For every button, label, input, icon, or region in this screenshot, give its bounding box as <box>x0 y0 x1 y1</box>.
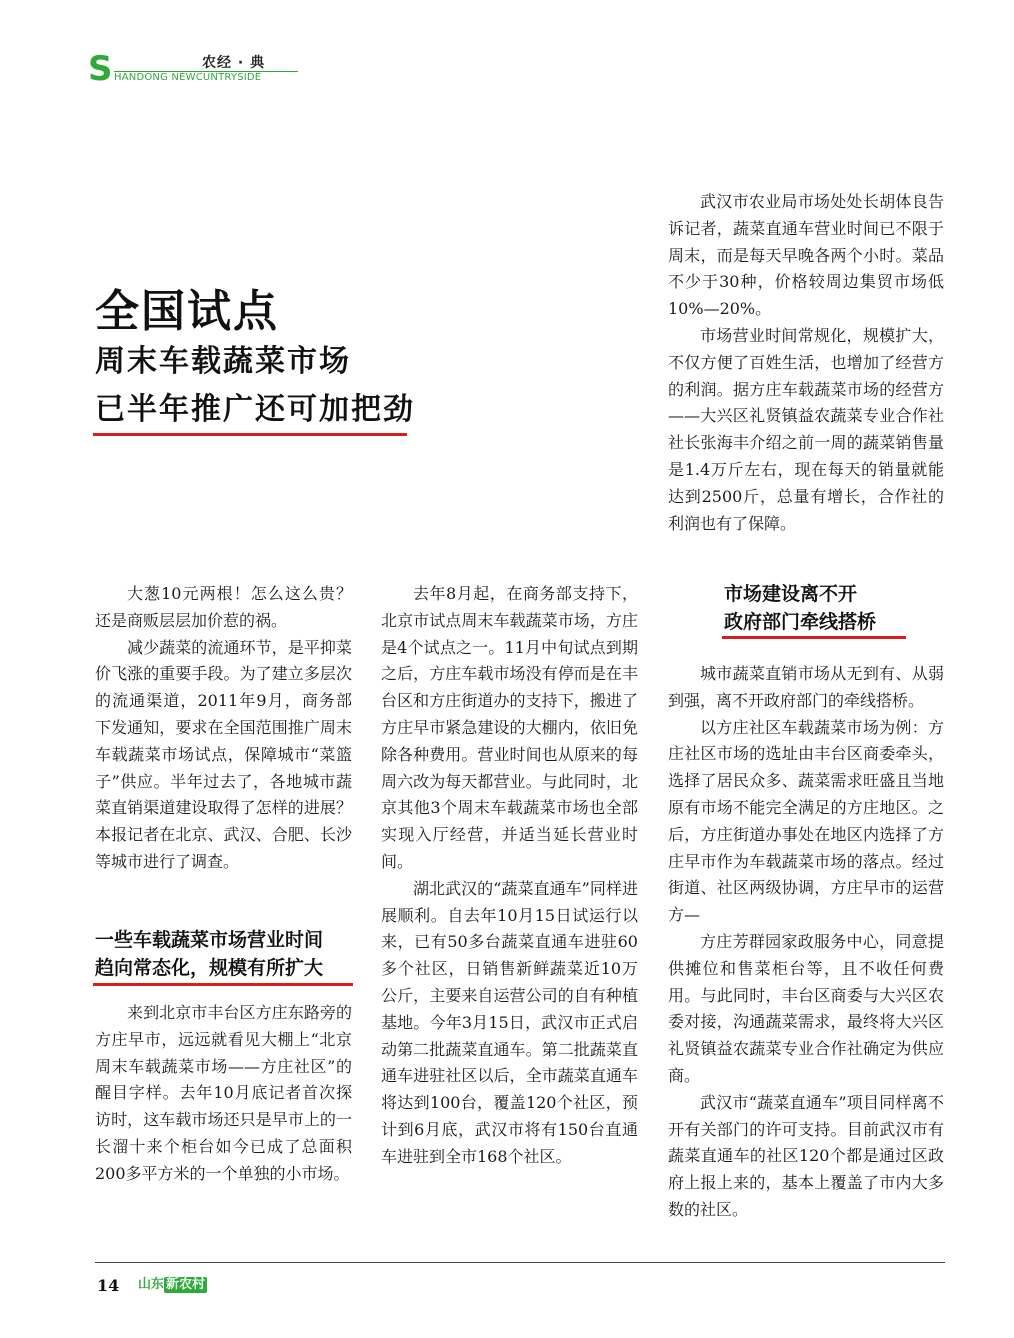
paragraph: 武汉市“蔬菜直通车”项目同样离不开有关部门的许可支持。目前武汉市有蔬菜直通车的社区120个都是通过区政府上报上来的，基本上覆盖了市内大多数的社区。 <box>668 1092 944 1219</box>
paragraph: 来到北京市丰台区方庄东路旁的方庄早市，远远就看见大棚上“北京周末车载蔬菜市场——方庄社区”的醒目字样。去年10月底记者首次探访时，这车载市场还只是早市上的一长溜十来个柜台如今已成了总面积200多平方米的一个单独的小市场。 <box>95 1003 352 1183</box>
logo-letter: S <box>88 49 113 89</box>
section-heading-line: 政府部门牵线搭桥 <box>724 611 877 633</box>
paragraph: 武汉市农业局市场处处长胡体良告诉记者，蔬菜直通车营业时间已不限于周末，而是每天早晚各两个小时。菜品不少于30种，价格较周边集贸市场低10%—20%。 <box>668 192 944 319</box>
paragraph: 湖北武汉的“蔬菜直通车”同样进展顺利。自去年10月15日试运行以来，已有50多台蔬菜直通车进驻60多个社区，日销售新鲜蔬菜近10万公斤，主要来自运营公司的自有种植基地。今年3月15日，武汉市正式启动第二批蔬菜直通车。第二批蔬菜直通车进驻社区以后，全市蔬菜直通车将达到100台，覆盖120个社区，预计到6月底，武汉市将有150台直通车进驻到全市168个社区。 <box>381 878 638 1166</box>
top-right-text <box>668 189 944 537</box>
footer-magazine-logo <box>138 1277 207 1293</box>
section-heading-line: 一些车载蔬菜市场营业时间 <box>95 929 324 951</box>
section-heading-1 <box>95 926 365 982</box>
footer-rule <box>95 1262 945 1263</box>
section-heading-line: 市场建设离不开 <box>724 583 858 605</box>
column-3 <box>668 661 944 1224</box>
paragraph: 方庄芳群园家政服务中心，同意提供摊位和售菜柜台等，且不收任何费用。与此同时，丰台区商委与大兴区农委对接，沟通蔬菜需求，最终将大兴区礼贤镇益农蔬菜专业合作社确定为供应商。 <box>668 931 944 1085</box>
paragraph: 减少蔬菜的流通环节，是平抑菜价飞涨的重要手段。为了建立多层次的流通渠道，2011年9月，商务部下发通知，要求在全国范围推广周末车载蔬菜市场试点，保障城市“菜篮子”供应。半年过去了，各地城市蔬菜直销渠道建设取得了怎样的进展？本报记者在北京、武汉、合肥、长沙等城市进行了调查。 <box>95 637 352 871</box>
paragraph: 市场营业时间常规化，规模扩大，不仅方便了百姓生活，也增加了经营方的利润。据方庄车载蔬菜市场的经营方——大兴区礼贤镇益农蔬菜专业合作社社长张海丰介绍之前一周的蔬菜销售量是1.4万斤左右，现在每天的销量就能达到2500斤，总量有增长，合作社的利润也有了保障。 <box>668 325 944 533</box>
paragraph: 去年8月起，在商务部支持下，北京市试点周末车载蔬菜市场，方庄是4个试点之一。11月中旬试点到期之后，方庄车载市场没有停而是在丰台区和方庄街道办的支持下，搬进了方庄早市紧急建设的大棚内，依旧免除各种费用。营业时间也从原来的每周六改为每天都营业。与此同时，北京其他3个周末车载蔬菜市场也全部实现入厅经营，并适当延长营业时间。 <box>381 584 638 871</box>
paragraph: 城市蔬菜直销市场从无到有、从弱到强，离不开政府部门的牵线搭桥。 <box>668 664 944 710</box>
article-subtitle-line2: 已半年推广还可加把劲 <box>95 392 415 427</box>
section-heading-underline <box>93 983 353 986</box>
paragraph: 以方庄社区车载蔬菜市场为例：方庄社区市场的选址由丰台区商委牵头，选择了居民众多、蔬菜需求旺盛且当地原有市场不能完全满足的方庄地区。之后，方庄街道办事处在地区内选择了方庄早市作为车载蔬菜市场的落点。经过街道、社区两级协调，方庄早市的运营方— <box>668 717 944 925</box>
column-2 <box>381 581 638 1171</box>
section-heading-line: 趋向常态化，规模有所扩大 <box>95 957 324 979</box>
section-heading-2 <box>724 580 924 636</box>
logo-text <box>114 52 294 86</box>
paragraph: 大葱10元两根！怎么这么贵？还是商贩层层加价惹的祸。 <box>95 584 352 630</box>
column-category: 农经 · 典 <box>202 55 266 71</box>
column-1-intro <box>95 581 352 876</box>
magazine-logo <box>88 49 288 89</box>
footer-brand-b: 新农村 <box>166 1277 206 1292</box>
column-1-body <box>95 1000 352 1188</box>
article-subtitle-line1: 周末车载蔬菜市场 <box>95 344 351 379</box>
title-underline <box>93 433 407 436</box>
logo-english: HANDONG NEWCUNTRYSIDE <box>114 72 262 83</box>
article-title: 全国试点 <box>95 286 279 337</box>
page-number: 14 <box>97 1276 120 1295</box>
section-heading-underline <box>722 636 906 639</box>
footer-brand-a: 山东 <box>138 1277 165 1292</box>
